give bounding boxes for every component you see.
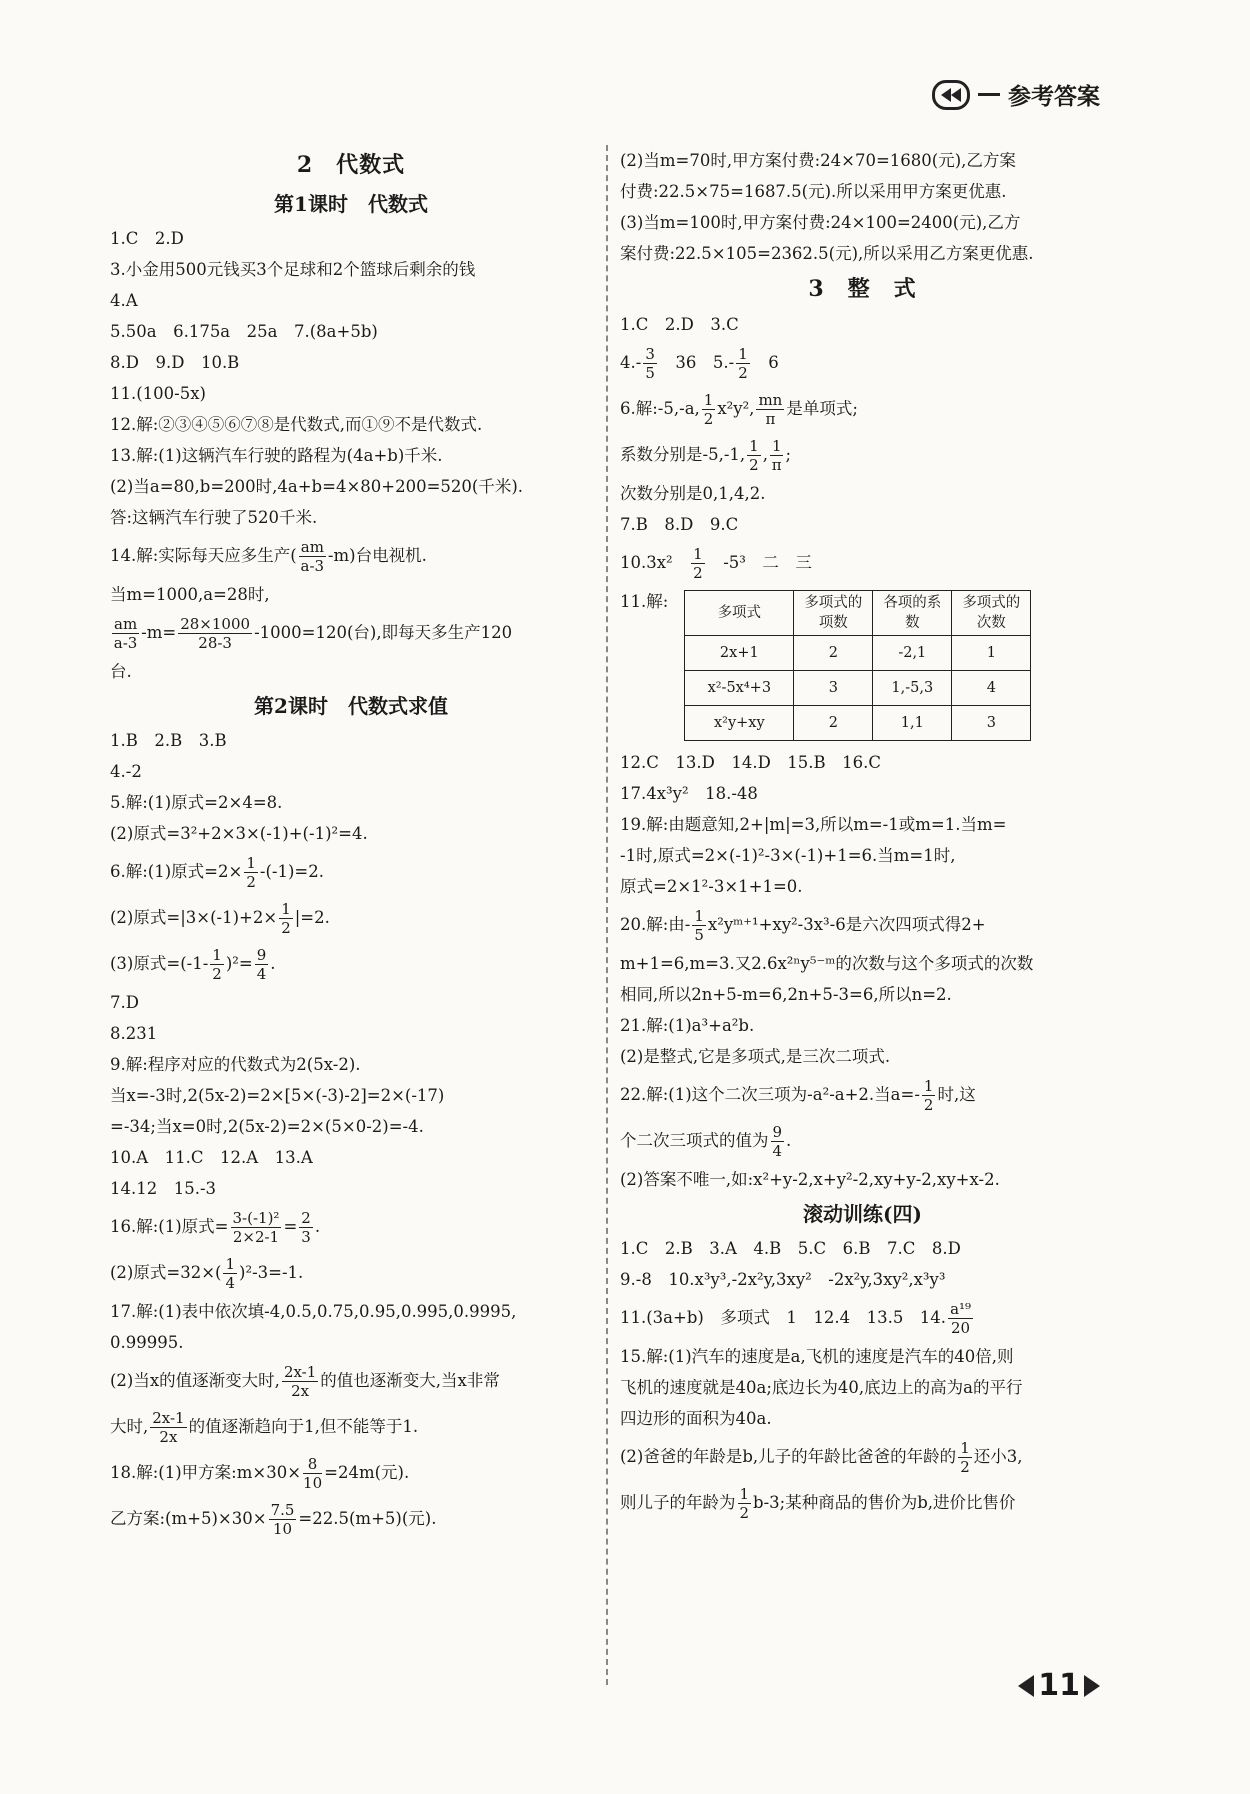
- answer-line: 则儿子的年龄为 $\frac{1}{2}$ b-3;某种商品的售价为b,进价比售价: [620, 1485, 1016, 1522]
- answer-line: 付费:22.5×75=1687.5(元).所以采用甲方案更优惠.: [620, 182, 1007, 201]
- table-cell: 1: [952, 636, 1031, 671]
- table-cell: 1,-5,3: [873, 671, 952, 706]
- table-cell: 3: [794, 671, 873, 706]
- answer-line: 1.B 2.B 3.B: [110, 731, 227, 750]
- answer-line: 四边形的面积为40a.: [620, 1409, 772, 1428]
- answer-line: (3)原式=(-1- $\frac{1}{2}$ )²= $\frac{9}{4}$ .: [110, 946, 276, 983]
- section-title: 2 代数式: [296, 152, 406, 178]
- answer-line: 7.D: [110, 993, 139, 1012]
- answer-line: 11.解:: [620, 592, 669, 611]
- answer-line: (2)当m=70时,甲方案付费:24×70=1680(元),乙方案: [620, 151, 1016, 170]
- answer-line: m+1=6,m=3.又2.6x²ⁿy⁵⁻ᵐ的次数与这个多项式的次数: [620, 954, 1034, 973]
- answer-line: 台.: [110, 662, 132, 681]
- answer-line: 20.解:由- $\frac{1}{5}$ x²yᵐ⁺¹+xy²-3x³-6是六次四项式得2+: [620, 907, 986, 944]
- answer-line: 大时, $\frac{2x-1}{2x}$ 的值逐渐趋向于1,但不能等于1.: [110, 1409, 419, 1446]
- answer-line: 案付费:22.5×105=2362.5(元),所以采用乙方案更优惠.: [620, 244, 1034, 263]
- answer-line: =-34;当x=0时,2(5x-2)=2×(5×0-2)=-4.: [110, 1117, 424, 1136]
- answer-line: (2)当a=80,b=200时,4a+b=4×80+200=520(千米).: [110, 477, 524, 496]
- answer-line: 3.小金用500元钱买3个足球和2个篮球后剩余的钱: [110, 260, 476, 279]
- answer-line: (3)当m=100时,甲方案付费:24×100=2400(元),乙方: [620, 213, 1021, 232]
- table-row: [685, 636, 1031, 671]
- answer-line: 17.解:(1)表中依次填-4,0.5,0.75,0.95,0.995,0.9995,: [110, 1302, 517, 1321]
- answer-line: 16.解:(1)原式= $\frac{\text{3-(-1)²}}{2\times 2-1}$ = $\frac{2}{3}$ .: [110, 1209, 321, 1246]
- answer-line: 5.50a 6.175a 25a 7.(8a+5b): [110, 322, 378, 341]
- table-cell: 2x+1: [685, 636, 794, 671]
- answer-line: -1时,原式=2×(-1)²-3×(-1)+1=6.当m=1时,: [620, 846, 956, 865]
- answer-line: 飞机的速度就是40a;底边长为40,底边上的高为a的平行: [620, 1378, 1023, 1397]
- rewind-logo-icon: [932, 80, 970, 110]
- answer-line: (2)当x的值逐渐变大时, $\frac{2x-1}{2x}$ 的值也逐渐变大,当x非常: [110, 1363, 500, 1400]
- table-cell: x²y+xy: [685, 706, 794, 741]
- answer-line: (2)原式=32×( $\frac{1}{4}$ )²-3=-1.: [110, 1255, 304, 1292]
- answer-line: 4.-2: [110, 762, 142, 781]
- answer-line: 1.C 2.D 3.C: [620, 315, 739, 334]
- table-cell: 2: [794, 636, 873, 671]
- answer-line: 当m=1000,a=28时,: [110, 585, 270, 604]
- answer-line: 6.解:-5,-a, $\frac{1}{2}$ x²y², $\frac{mn}{\pi}$ 是单项式;: [620, 391, 858, 428]
- answer-line: 17.4x³y² 18.-48: [620, 784, 758, 803]
- lesson-title: 第2课时 代数式求值: [254, 694, 448, 718]
- answer-line: 次数分别是0,1,4,2.: [620, 484, 766, 503]
- section-title: 3 整 式: [808, 276, 917, 302]
- table-cell: 2: [794, 706, 873, 741]
- table-cell: 3: [952, 706, 1031, 741]
- page-footer: [1018, 1668, 1100, 1703]
- answer-line: 6.解:(1)原式=2× $\frac{1}{2}$ -(-1)=2.: [110, 854, 324, 891]
- answer-line: (2)原式=|3×(-1)+2× $\frac{1}{2}$ |=2.: [110, 900, 330, 937]
- answer-line: 8.231: [110, 1024, 158, 1043]
- answer-line: 21.解:(1)a³+a²b.: [620, 1016, 755, 1035]
- table-answer: [620, 586, 1105, 747]
- table-header: 各项的系数: [873, 591, 952, 636]
- answer-line: 18.解:(1)甲方案:m×30× $\frac{8}{10}$ =24m(元).: [110, 1455, 410, 1492]
- table-cell: x²-5x⁴+3: [685, 671, 794, 706]
- answer-line: 14.12 15.-3: [110, 1179, 217, 1198]
- answer-line: 10.3x² $\frac{1}{2}$ -5³ 二 三: [620, 545, 812, 582]
- polynomial-table: [684, 590, 1031, 741]
- answer-line: 4.- $\frac{3}{5}$ 36 5.- $\frac{1}{2}$ 6: [620, 345, 779, 382]
- answer-line: 乙方案:(m+5)×30× $\frac{7.5}{10}$ =22.5(m+5)(元).: [110, 1501, 437, 1538]
- answer-line: 原式=2×1²-3×1+1=0.: [620, 877, 803, 896]
- answer-line: 相同,所以2n+5-m=6,2n+5-3=6,所以n=2.: [620, 985, 952, 1004]
- table-row: [685, 671, 1031, 706]
- left-column: [110, 145, 592, 1542]
- table-cell: 4: [952, 671, 1031, 706]
- answer-line: 12.C 13.D 14.D 15.B 16.C: [620, 753, 882, 772]
- table-header: 多项式: [685, 591, 794, 636]
- answer-line: 14.解:实际每天应多生产( $\frac{am}{a-3}$ -m)台电视机.: [110, 538, 427, 575]
- right-column: [620, 145, 1105, 1526]
- answer-line: $\frac{am}{a-3}$ -m= $\frac{28\times 1000}{28-3}$ -1000=120(台),即每天多生产120: [113, 615, 513, 652]
- answer-line: 答:这辆汽车行驶了520千米.: [110, 508, 318, 527]
- answer-line: 11.(100-5x): [110, 384, 206, 403]
- table-header: 多项式的项数: [794, 591, 873, 636]
- next-arrow-icon: [1084, 1675, 1100, 1697]
- answer-line: 系数分别是-5,-1, $\frac{1}{2}$ , $\frac{1}{\pi}$ ;: [620, 437, 792, 474]
- answer-line: (2)原式=3²+2×3×(-1)+(-1)²=4.: [110, 824, 368, 843]
- answer-line: 7.B 8.D 9.C: [620, 515, 739, 534]
- answer-line: 1.C 2.B 3.A 4.B 5.C 6.B 7.C 8.D: [620, 1239, 961, 1258]
- answer-line: (2)是整式,它是多项式,是三次二项式.: [620, 1047, 891, 1066]
- header-dash: [978, 93, 1000, 96]
- table-header: 多项式的次数: [952, 591, 1031, 636]
- section-title: 滚动训练(四): [803, 1202, 922, 1226]
- answer-line: 15.解:(1)汽车的速度是a,飞机的速度是汽车的40倍,则: [620, 1347, 1014, 1366]
- answer-line: 9.解:程序对应的代数式为2(5x-2).: [110, 1055, 361, 1074]
- table-row: [685, 706, 1031, 741]
- column-divider: [606, 145, 608, 1685]
- answer-line: (2)答案不唯一,如:x²+y-2,x+y²-2,xy+y-2,xy+x-2.: [620, 1170, 1000, 1189]
- answer-line: 12.解:②③④⑤⑥⑦⑧是代数式,而①⑨不是代数式.: [110, 415, 483, 434]
- answer-line: 8.D 9.D 10.B: [110, 353, 240, 372]
- lesson-title: 第1课时 代数式: [274, 192, 428, 216]
- answer-line: 4.A: [110, 291, 138, 310]
- answer-line: 5.解:(1)原式=2×4=8.: [110, 793, 283, 812]
- answer-line: 0.99995.: [110, 1333, 184, 1352]
- answer-line: 10.A 11.C 12.A 13.A: [110, 1148, 313, 1167]
- table-header-row: [685, 591, 1031, 636]
- prev-arrow-icon: [1018, 1675, 1034, 1697]
- answer-line: 19.解:由题意知,2+|m|=3,所以m=-1或m=1.当m=: [620, 815, 1007, 834]
- page-header: [932, 78, 1100, 111]
- answer-line: 11.(3a+b) 多项式 1 12.4 13.5 14. $\frac{\text{a¹⁹}}{20}$: [620, 1300, 972, 1337]
- page-number: 11: [1038, 1668, 1080, 1703]
- answer-line: 13.解:(1)这辆汽车行驶的路程为(4a+b)千米.: [110, 446, 443, 465]
- answer-line: (2)爸爸的年龄是b,儿子的年龄比爸爸的年龄的 $\frac{1}{2}$ 还小3,: [620, 1439, 1023, 1476]
- answer-line: 个二次三项式的值为 $\frac{9}{4}$ .: [620, 1123, 792, 1160]
- header-title: 参考答案: [1008, 84, 1100, 110]
- answer-line: 9.-8 10.x³y³,-2x²y,3xy² -2x²y,3xy²,x³y³: [620, 1270, 946, 1289]
- answer-line: 当x=-3时,2(5x-2)=2×[5×(-3)-2]=2×(-17): [110, 1086, 445, 1105]
- table-cell: -2,1: [873, 636, 952, 671]
- answer-line: 22.解:(1)这个二次三项为-a²-a+2.当a=- $\frac{1}{2}$ 时,这: [620, 1077, 976, 1114]
- table-cell: 1,1: [873, 706, 952, 741]
- answer-line: 1.C 2.D: [110, 229, 184, 248]
